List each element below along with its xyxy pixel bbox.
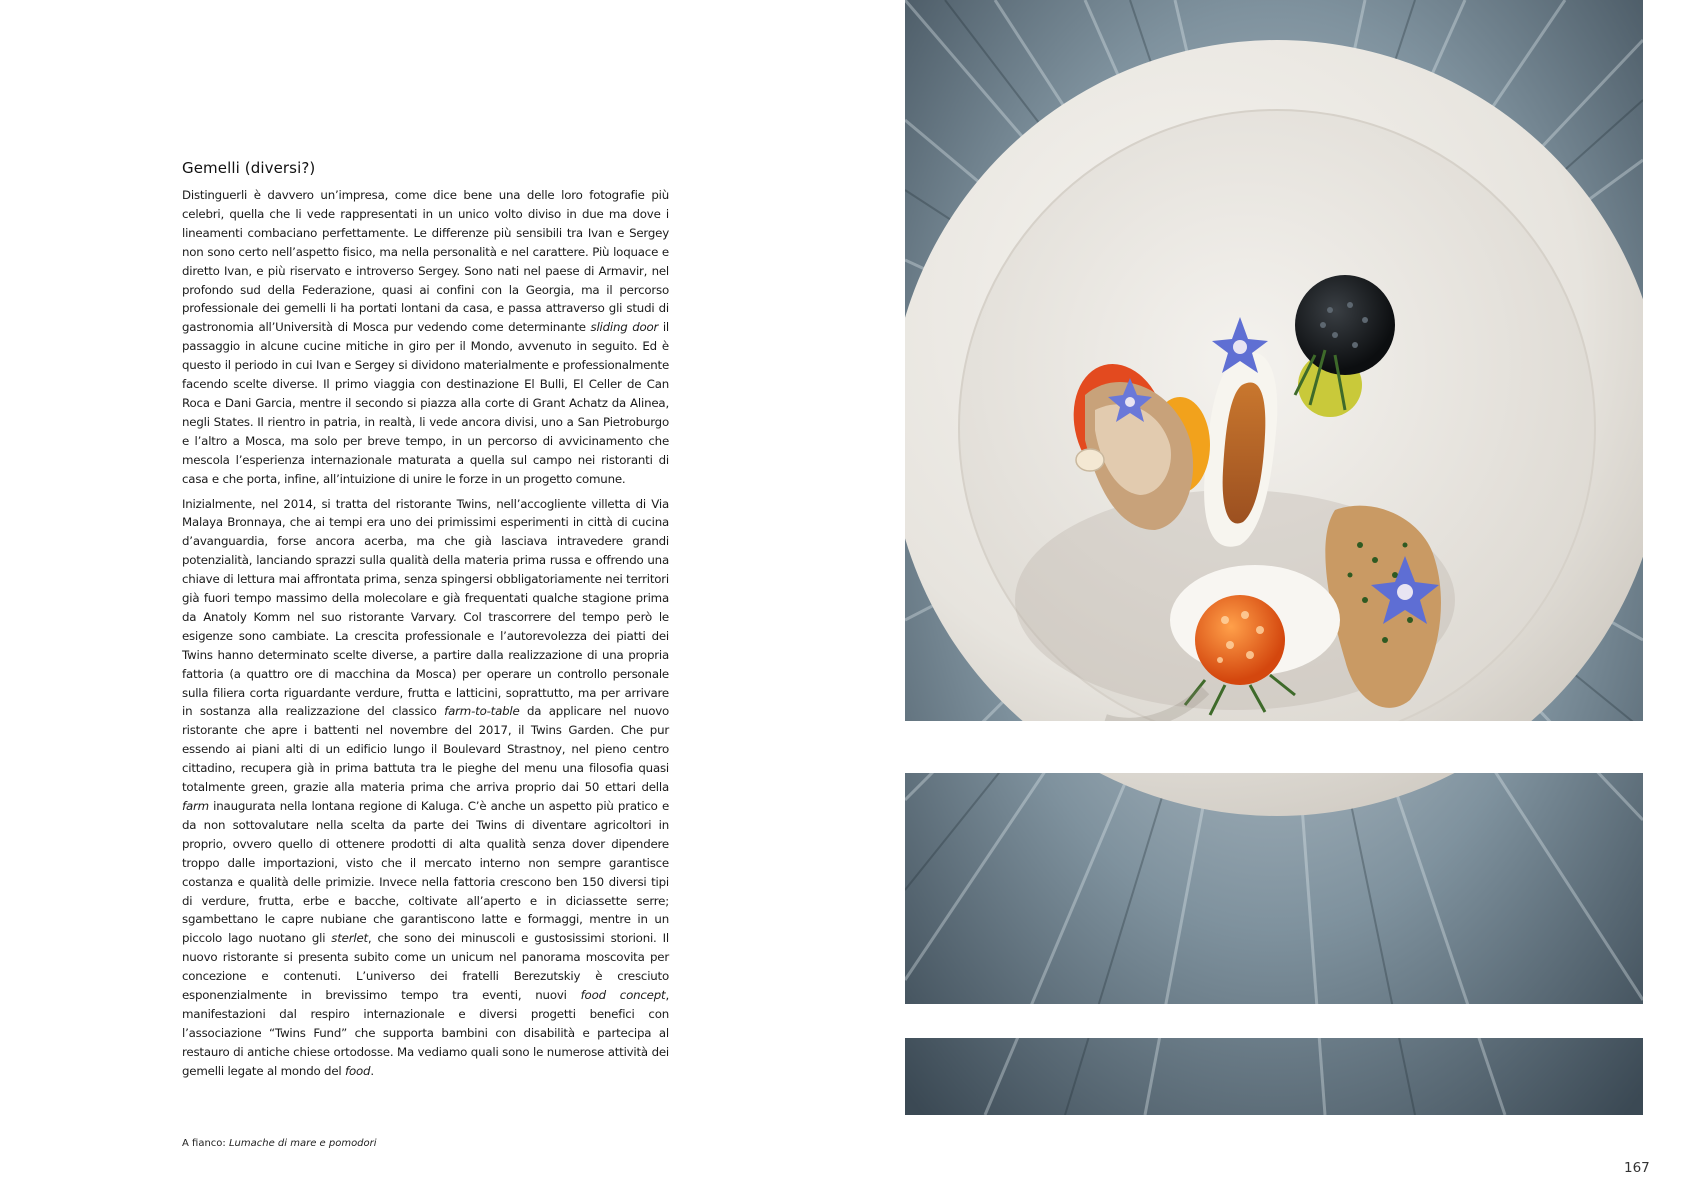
text-run: da applicare nel nuovo ristorante che apre i battenti nel novembre del 2017, il Twins Garden. Che pur essendo ai piani alti di un edificio lungo il Boulevard Strastnoy, nel pieno centro cittadino, recupera già in prima battuta tra le pieghe del menu una filosofia quasi totalmente green, grazie alla materia prima che arriva proprio dai 50 ettari della [182, 704, 670, 795]
text-run: , che sono dei minuscoli e gustosissimi storioni. Il nuovo ristorante si presenta subito come un unicum nel panorama moscovita per concezione e contenuti. L’universo dei fratelli Berezutskiy è cresciuto esponenzialmente in brevissimo tempo tra eventi, nuovi [182, 931, 669, 1003]
italic-term: food [345, 1063, 371, 1078]
italic-term: farm [182, 799, 209, 813]
article-column [182, 158, 669, 1081]
text-run: , manifestazioni dal respiro internazionale e diversi progetti benefici con l’associazione “Twins Fund” che supporta bambini con disabilità e partecipa al restauro di antiche chiese ortodosse. Ma vediamo quali sono le numerose attività dei gemelli legate al mondo del [182, 988, 669, 1078]
caption-title: Lumache di mare e pomodori [228, 1138, 377, 1149]
page-number: 167 [1624, 1160, 1650, 1176]
italic-term: sterlet [331, 931, 368, 946]
text-run: inaugurata nella lontana regione di Kaluga. C’è anche un aspetto più pratico e da non sottovalutare nella scelta da parte dei Twins di diventare agricoltori in proprio, ovvero quello di ottenere prodotti di alta qualità senza dover dipendere troppo dalle importazioni, visto che il mercato interno non sempre garantisce costanza e qualità delle primizie. Invece nella fattoria crescono ben 150 diversi tipi di verdure, frutta, erbe e bacche, coltivate all’aperto e in diciassette serre; sgambettano le capre nubiane che garantiscono latte e formaggi, mentre in un piccolo lago nuotano gli [182, 799, 669, 946]
dish-photo-top [905, 0, 1643, 721]
caption-label: A fianco: [182, 1138, 226, 1149]
italic-term: food concept [580, 988, 666, 1003]
text-run: Distinguerli è davvero un’impresa, come dice bene una delle loro fotografie più celebri, quella che li vede rappresentati in un unico volto diviso in due ma dove i lineamenti combaciano perfettamente. Le differenze più sensibili tra Ivan e Sergey non sono certo nell’aspetto fisico, ma nella personalità e nel carattere. Più loquace e diretto Ivan, e più riservato e introverso Sergey. Sono nati nel paese di Armavir, nel profondo sud della Federazione, quasi ai confini con la Georgia, ma il percorso professionale dei gemelli li ha portati lontani da casa, e passa attraverso gli studi di gastronomia all’Università di Mosca pur vedendo come determinante [182, 188, 669, 335]
article-heading: Gemelli (diversi?) [182, 159, 316, 177]
article-paragraph-1 [182, 186, 669, 489]
italic-term: farm-to-table [444, 704, 520, 719]
article-paragraph-2 [182, 495, 669, 1081]
italic-term: sliding door [590, 320, 659, 335]
dish-photo-bottom [905, 1038, 1643, 1115]
dish-photo-middle [905, 773, 1643, 1004]
text-run: Inizialmente, nel 2014, si tratta del ristorante Twins, nell’accogliente villetta di Via Malaya Bronnaya, che ai tempi era uno dei primissimi esperimenti in città di cucina d’avanguardia, forse ancora acerba, ma che già lasciava intravedere grandi potenzialità, lanciando sprazzi sulla qualità della materia prima russa e offrendo una chiave di lettura mai affrontata prima, senza spingersi obbligatoriamente nei territori già fuori tempo massimo della molecolare e già frequentati qualche stagione prima da Anatoly Komm nel suo ristorante Varvary. Col trascorrere del tempo però le esigenze sono cambiate. La crescita professionale e l’autorevolezza dei piatti dei Twins hanno determinato scelte diverse, a partire dalla realizzazione di una propria fattoria (a quattro ore di macchina da Mosca) per operare un controllo personale sulla filiera corta riguardante verdure, frutta e latticini, soprattutto, ma per arrivare in sostanza alla realizzazione del classico [182, 496, 669, 719]
photo-caption [182, 1138, 377, 1149]
text-run: il passaggio in alcune cucine mitiche in giro per il Mondo, avvenuto in seguito. Ed è questo il periodo in cui Ivan e Sergey si dividono materialmente e professionalmente facendo scelte diverse. Il primo viaggia con destinazione El Bulli, El Celler de Can Roca e Dani Garcia, mentre il secondo si piazza alla corte di Grant Achatz da Alinea, negli States. Il rientro in patria, in realtà, li vede ancora divisi, uno a San Pietroburgo e l’altro a Mosca, ma solo per breve tempo, in un percorso di avvicinamento che mescola l’esperienza internazionale maturata a quella sul campo nei ristoranti di casa e che porta, infine, all’intuizione di unire le forze in un progetto comune. [182, 320, 669, 486]
text-run: . [370, 1063, 374, 1078]
